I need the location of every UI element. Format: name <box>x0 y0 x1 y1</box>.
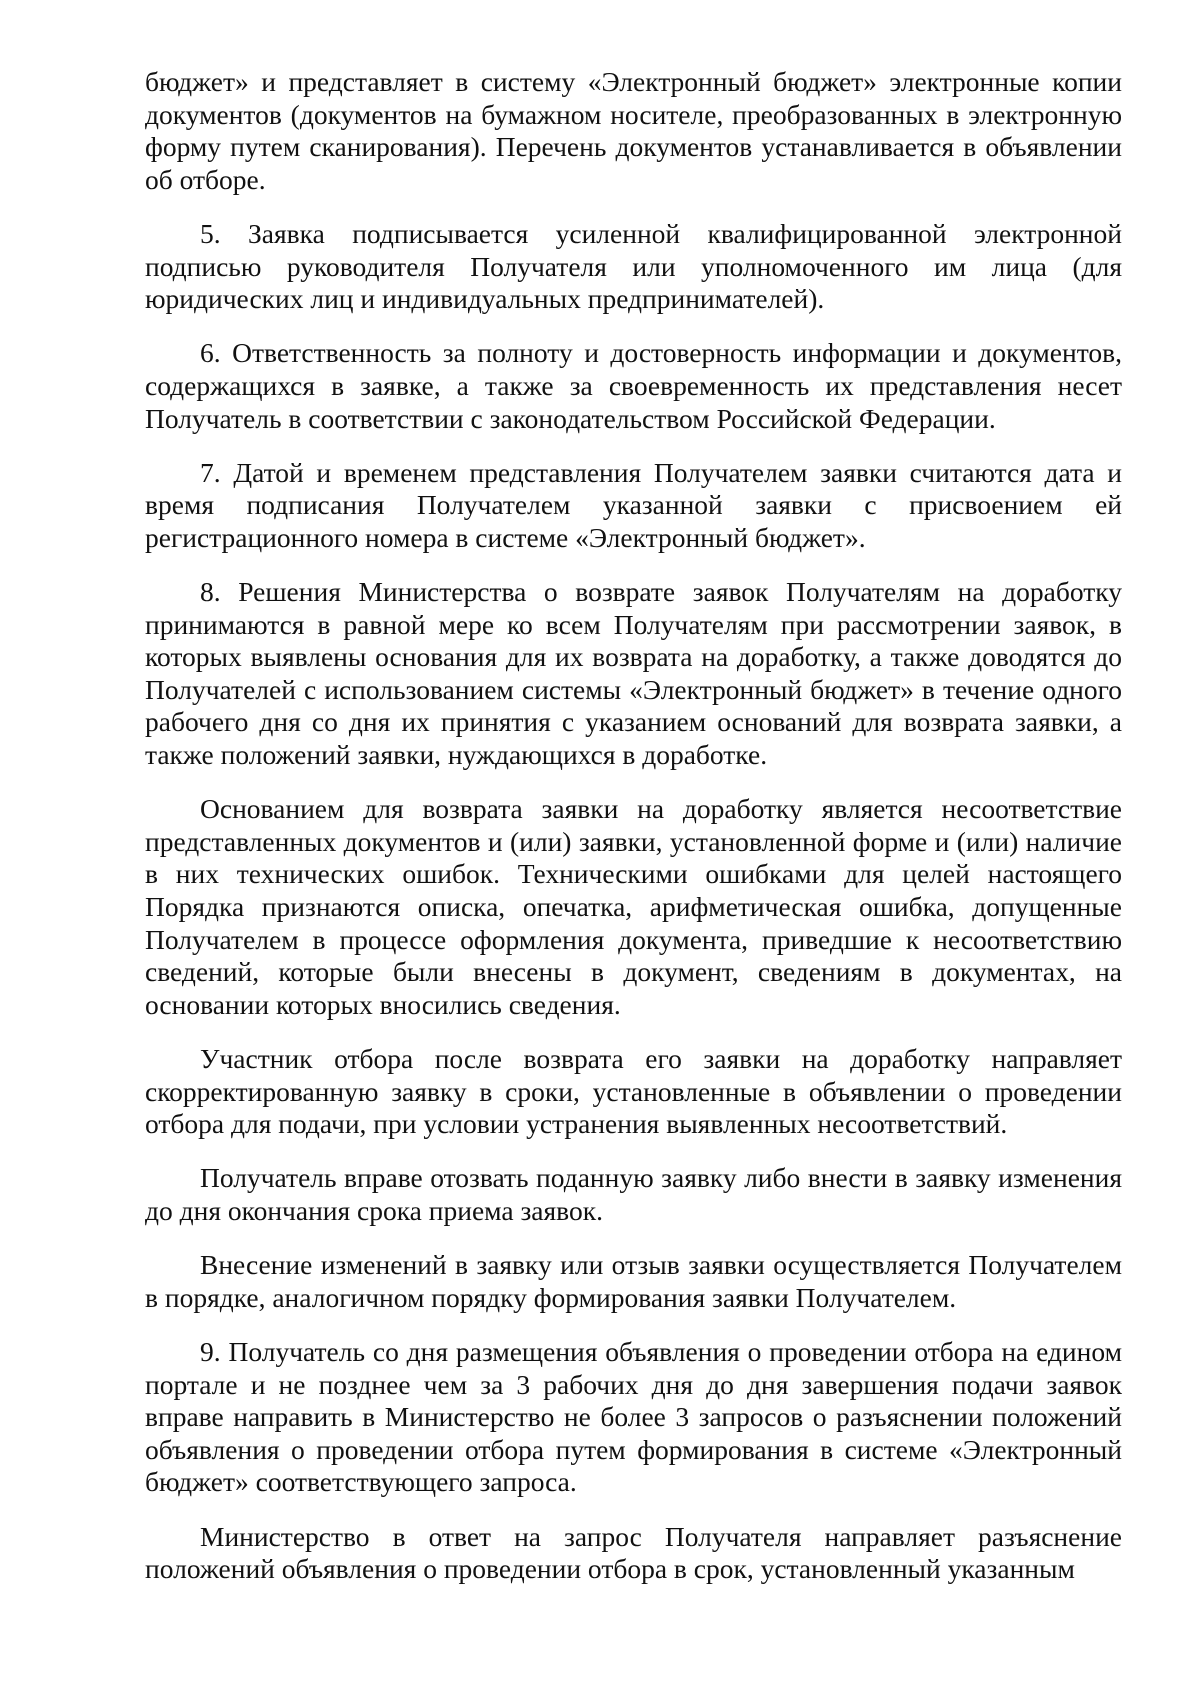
paragraph-item-7: 7. Датой и временем представления Получателем заявки считаются дата и время подписания Получателем указанной заявки с присвоением ей регистрационного номера в системе «Электронный бюджет». <box>145 456 1122 553</box>
paragraph-item-6: 6. Ответственность за полноту и достоверность информации и документов, содержащихся в заявке, а также за своевременность их представления несет Получатель в соответствии с законодательством Российской Федерации. <box>145 337 1122 434</box>
paragraph-item-9: 9. Получатель со дня размещения объявления о проведении отбора на едином портале и не позднее чем за 3 рабочих дня до дня завершения подачи заявок вправе направить в Министерство не более 3 запросов о разъяснении положений объявления о проведении отбора путем формирования в системе «Электронный бюджет» соответствующего запроса. <box>145 1335 1122 1498</box>
paragraph-item-8: 8. Решения Министерства о возврате заявок Получателям на доработку принимаются в равной мере ко всем Получателям при рассмотрении заявок, в которых выявлены основания для их возврата на доработку, а также доводятся до Получателей с использованием системы «Электронный бюджет» в течение одного рабочего дня со дня их принятия с указанием оснований для возврата заявки, а также положений заявки, нуждающихся в доработке. <box>145 576 1122 771</box>
paragraph-item-5: 5. Заявка подписывается усиленной квалифицированной электронной подписью руководителя Получателя или уполномоченного им лица (для юридических лиц и индивидуальных предпринимателей). <box>145 217 1122 315</box>
paragraph-ministry-response: Министерство в ответ на запрос Получателя направляет разъяснение положений объявления о проведении отбора в срок, установленный указанным <box>145 1520 1122 1585</box>
paragraph-withdrawal: Получатель вправе отозвать поданную заявку либо внести в заявку изменения до дня окончания срока приема заявок. <box>145 1162 1122 1226</box>
paragraph-return-grounds: Основанием для возврата заявки на доработку является несоответствие представленных документов и (или) заявки, установленной форме и (или) наличие в них технических ошибок. Техническими ошибками для целей настоящего Порядка признаются описка, опечатка, арифметическая ошибка, допущенные Получателем в процессе оформления документа, приведшие к несоответствию сведений, которые были внесены в документ, сведениям в документах, на основании которых вносились сведения. <box>145 793 1122 1020</box>
paragraph-resubmission: Участник отбора после возврата его заявки на доработку направляет скорректированную заявку в сроки, установленные в объявлении о проведении отбора для подачи, при условии устранения выявленных несоответствий. <box>145 1043 1122 1140</box>
document-page <box>145 66 1122 1586</box>
paragraph-continuation: бюджет» и представляет в систему «Электронный бюджет» электронные копии документов (документов на бумажном носителе, преобразованных в электронную форму путем сканирования). Перечень документов устанавливается в объявлении об отборе. <box>145 66 1122 195</box>
paragraph-changes: Внесение изменений в заявку или отзыв заявки осуществляется Получателем в порядке, аналогичном порядку формирования заявки Получателем. <box>145 1249 1122 1313</box>
